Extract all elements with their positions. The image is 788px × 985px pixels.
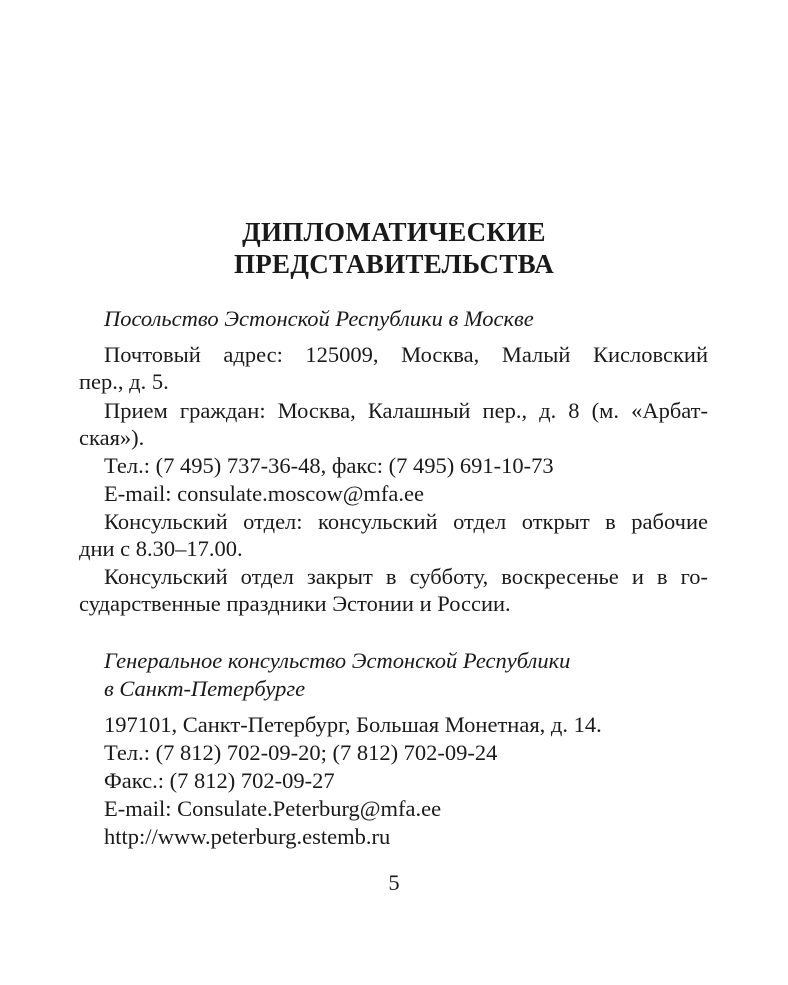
page-title-line-1: ДИПЛОМАТИЧЕСКИЕ <box>242 217 546 247</box>
consulate-title-line-1: Генеральное консульство Эстонской Республики <box>104 648 571 673</box>
page-title-line-2: ПРЕДСТАВИТЕЛЬСТВА <box>233 249 555 279</box>
page-number: 5 <box>388 870 400 895</box>
consulate-phone: Тел.: (7 812) 702-09-20; (7 812) 702-09-24 <box>104 740 498 765</box>
page-title <box>0 216 788 280</box>
embassy-postal-address-line-1: Почтовый адрес: 125009, Москва, Малый Кисловский <box>104 342 708 367</box>
consulate-fax: Факс.: (7 812) 702-09-27 <box>104 768 335 793</box>
consulate-address: 197101, Санкт-Петербург, Большая Монетная, д. 14. <box>104 712 602 737</box>
embassy-closed-days-line-1: Консульский отдел закрыт в субботу, воскресенье и в го- <box>104 564 708 589</box>
embassy-reception-line-2: ская»). <box>79 425 145 450</box>
embassy-consular-hours-line-1: Консульский отдел: консульский отдел открыт в рабочие <box>104 509 708 534</box>
embassy-closed-days-line-2: сударственные праздники Эстонии и России. <box>79 591 511 616</box>
embassy-email: E-mail: consulate.moscow@mfa.ee <box>104 481 424 506</box>
embassy-consular-hours-line-2: дни с 8.30–17.00. <box>79 536 243 561</box>
embassy-postal-address-line-2: пер., д. 5. <box>79 369 169 394</box>
consulate-title-line-2: в Санкт-Петербурге <box>104 676 306 701</box>
embassy-phone: Тел.: (7 495) 737-36-48, факс: (7 495) 691-10-73 <box>104 453 554 478</box>
embassy-title: Посольство Эстонской Республики в Москве <box>104 306 534 331</box>
embassy-reception-line-1: Прием граждан: Москва, Калашный пер., д. 8 (м. «Арбат- <box>104 398 708 423</box>
consulate-website: http://www.peterburg.estemb.ru <box>104 824 391 849</box>
consulate-email: E-mail: Consulate.Peterburg@mfa.ee <box>104 796 442 821</box>
